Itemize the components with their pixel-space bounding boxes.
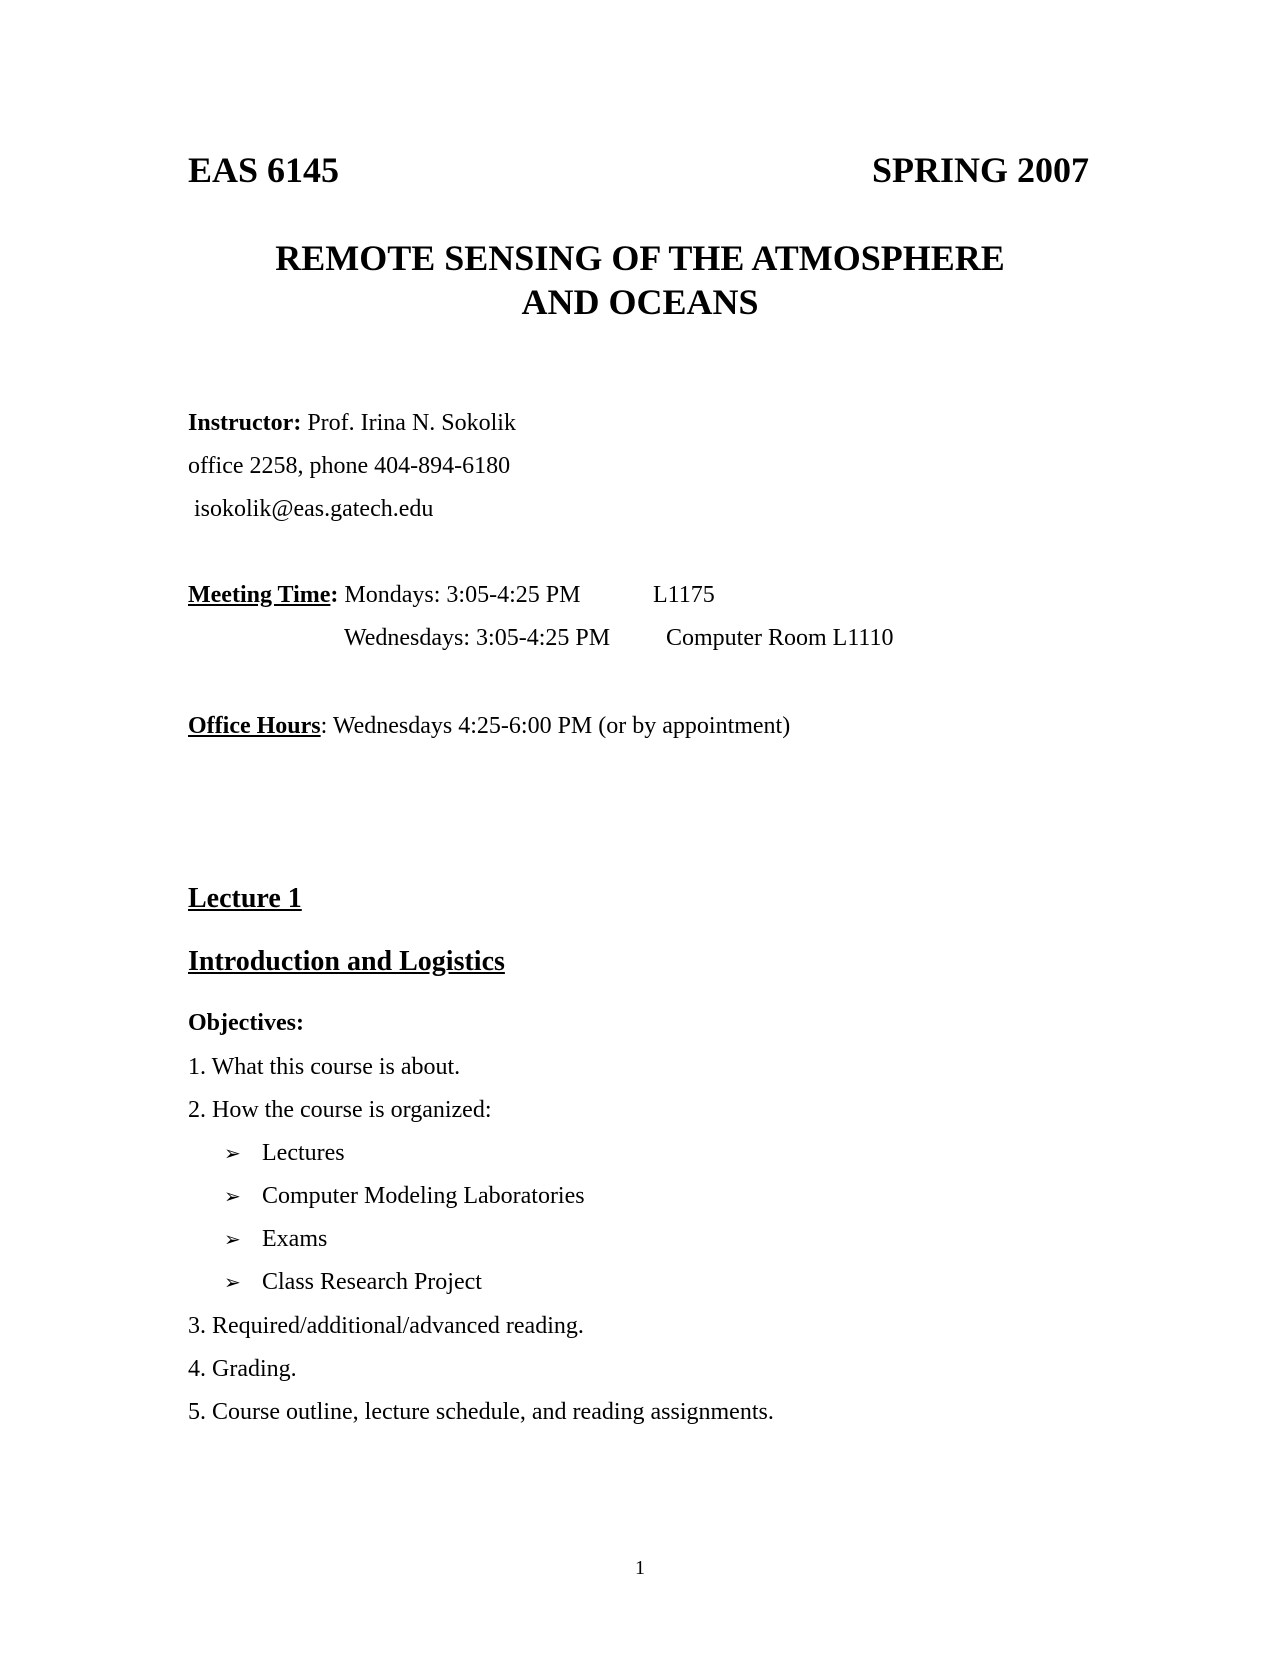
office-hours-text: : Wednesdays 4:25-6:00 PM (or by appointment) — [320, 713, 791, 739]
course-code: EAS 6145 — [188, 150, 340, 190]
arrow-bullet-icon: ➢ — [224, 1184, 241, 1208]
meeting-time-colon: : — [330, 582, 339, 608]
meeting-wednesday-room: Computer Room L1110 — [666, 625, 894, 651]
course-title-line-1: REMOTE SENSING OF THE ATMOSPHERE — [275, 238, 1005, 278]
arrow-bullet-icon: ➢ — [224, 1141, 241, 1165]
instructor-email: isokolik@eas.gatech.edu — [194, 496, 434, 522]
sub-item-label: Lectures — [262, 1140, 345, 1166]
meeting-monday-room: L1175 — [653, 582, 715, 608]
office-hours-line — [188, 711, 790, 741]
objectives-label: Objectives: — [188, 1010, 304, 1036]
sub-item-labs — [224, 1181, 585, 1211]
meeting-time-label: Meeting Time — [188, 582, 331, 608]
lecture-topic-heading: Introduction and Logistics — [188, 946, 505, 977]
objective-item: 2. How the course is organized: — [188, 1097, 492, 1123]
objective-item: 1. What this course is about. — [188, 1054, 461, 1080]
sub-item-label: Exams — [262, 1226, 328, 1252]
semester: SPRING 2007 — [871, 150, 1089, 190]
objective-item: 5. Course outline, lecture schedule, and reading assignments. — [188, 1399, 774, 1425]
course-title-line-2: AND OCEANS — [521, 282, 759, 322]
page-number: 1 — [635, 1557, 645, 1579]
lecture-number-heading: Lecture 1 — [188, 883, 302, 914]
sub-item-project — [224, 1267, 482, 1297]
instructor-name: Prof. Irina N. Sokolik — [301, 410, 516, 436]
sub-item-label: Class Research Project — [262, 1269, 482, 1295]
sub-item-label: Computer Modeling Laboratories — [262, 1183, 585, 1209]
meeting-monday-time: Mondays: 3:05-4:25 PM — [344, 582, 581, 608]
instructor-label: Instructor: — [188, 410, 302, 436]
sub-item-lectures — [224, 1138, 345, 1168]
objective-item: 4. Grading. — [188, 1356, 297, 1382]
office-hours-label: Office Hours — [188, 713, 321, 739]
arrow-bullet-icon: ➢ — [224, 1227, 241, 1251]
arrow-bullet-icon: ➢ — [224, 1270, 241, 1294]
instructor-line — [188, 408, 516, 438]
meeting-wednesday-time: Wednesdays: 3:05-4:25 PM — [344, 625, 611, 651]
objective-item: 3. Required/additional/advanced reading. — [188, 1313, 584, 1339]
sub-item-exams — [224, 1224, 327, 1254]
meeting-time-monday — [188, 580, 580, 610]
instructor-office: office 2258, phone 404-894-6180 — [188, 453, 511, 479]
